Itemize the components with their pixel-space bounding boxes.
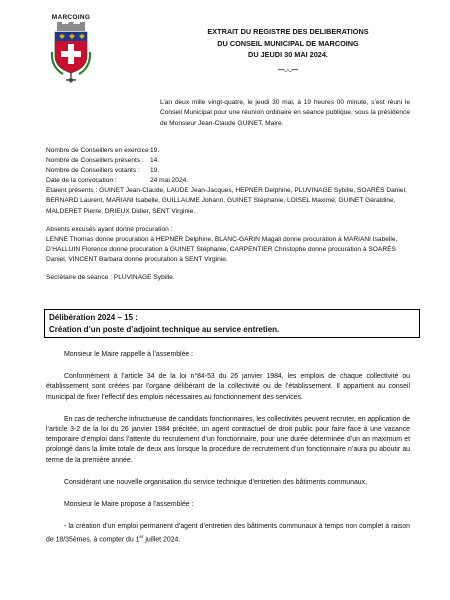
meta-row: [46, 176, 416, 186]
deliberation-heading: [44, 309, 420, 338]
body-paragraph: Monsieur le Maire propose à l’assemblée :: [64, 501, 194, 509]
meta-row: [46, 166, 416, 176]
title-line-3: DU JEUDI 30 MAI 2024.: [248, 50, 328, 59]
session-intro: L’an deux mille vingt-quatre, le jeudi 30 mai, à 19 heures 00 minute, s’est réuni le Conseil Municipal pour une réunion ordinaire en séance publique, sous la présidence de Monsieur Jean-Claude GUINET, Maire.: [160, 99, 410, 127]
meta-row: [46, 146, 416, 156]
proposal-date: juillet 2024.: [143, 536, 181, 544]
town-name: MARCOING: [51, 14, 91, 21]
meta-value: 19.: [150, 147, 160, 154]
attendance-section: [46, 146, 416, 283]
body-paragraph: Monsieur le Maire rappelle à l’assemblée :: [64, 351, 194, 358]
register-title: [168, 26, 408, 76]
meta-label: Nombre de Conseillers votants :: [46, 167, 140, 175]
present-members: Etaient présents : GUINET Jean-Claude, LAUDE Jean-Jacques, HEPNER Delphine, PLUVINAGE Sybille, SOARÈS Daniel, BERNARD Laurent, MARIANI Isabelle, GUILLAUME Johann, GUINET Stéphanie, LOISEL Maxime, GUINET Géraldine, MALDERET Pierre, DRIEUX Didier, SENT Virginie.: [46, 187, 407, 215]
meta-row: [46, 156, 416, 166]
title-line-2: DU CONSEIL MUNICIPAL DE MARCOING: [217, 38, 359, 48]
excused-title: Absents excusés ayant donné procuration :: [46, 225, 173, 233]
meta-label: Date de la convocation :: [46, 177, 117, 185]
ordinal-suffix: er: [139, 534, 144, 540]
meta-value: 19.: [150, 167, 160, 175]
meta-value: 14.: [150, 157, 160, 165]
session-secretary: Secrétaire de séance : PLUVINAGE Sybille.: [46, 274, 175, 282]
excused-members: LENNE Thomas donne procuration à HEPNER Delphine, BLANC-GARIN Magali donne procuration à MARIANI Isabelle, D’HALLUIN Florence donne procuration à GUINET Stéphanie, CARPENTIER Christophe donne procuration à SOARÈS Daniel, VINCENT Barbara donne procuration à SENT Virginie.: [46, 235, 398, 263]
body-paragraph: En cas de recherche infructueuse de candidats fonctionnaires, les collectivités peuvent recruter, en application de l’article 3-2 de la loi du 26 janvier 1984 précitée, un agent contractuel de droit public pour faire face à une vacance temporaire d’emploi dans l’attente du recrutement d’un fonctionnaire, pour une durée déterminée d’un an maximum et prolongé dans la limite totale de deux ans lorsque la procédure de recrutement d’un fonctionnaire n’aura pu aboutir au terme de la première année.: [46, 415, 410, 464]
deliberation-body: [46, 350, 410, 558]
body-paragraph: Considérant une nouvelle organisation du service technique d’entretien des bâtiments communaux,: [64, 478, 367, 486]
proposal-text: - la création d’un emploi permanent d’agent d’entretien des bâtiments communaux à temps non complet à raison de 18/35èmes, à compter du 1: [46, 523, 410, 544]
coat-of-arms-shield-icon: [49, 22, 93, 86]
meta-value: 24 mai 2024.: [150, 177, 189, 185]
coat-of-arms: [46, 14, 96, 86]
deliberation-number: Délibération 2024 – 15 :: [49, 313, 138, 322]
body-paragraph: Conformément à l’article 34 de la loi n°84-53 du 26 janvier 1984, les emplois de chaque collectivité ou établissement sont créées par l’organe délibérant de la collectivité ou de l’établissement. Il appartient au conseil municipal de fixer l’effectif des emplois nécessaires au fonctionnement des services.: [46, 373, 410, 401]
title-line-1: EXTRAIT DU REGISTRE DES DELIBERATIONS: [207, 27, 369, 36]
meta-label: Nombre de Conseillers en exercice :: [46, 147, 153, 154]
deliberation-title: Création d’un poste d’adjoint technique au service entretien.: [49, 324, 280, 334]
title-separator: —.-.—: [277, 66, 299, 74]
body-paragraph: [46, 522, 410, 546]
meta-label: Nombre de Conseillers présents :: [46, 157, 144, 165]
